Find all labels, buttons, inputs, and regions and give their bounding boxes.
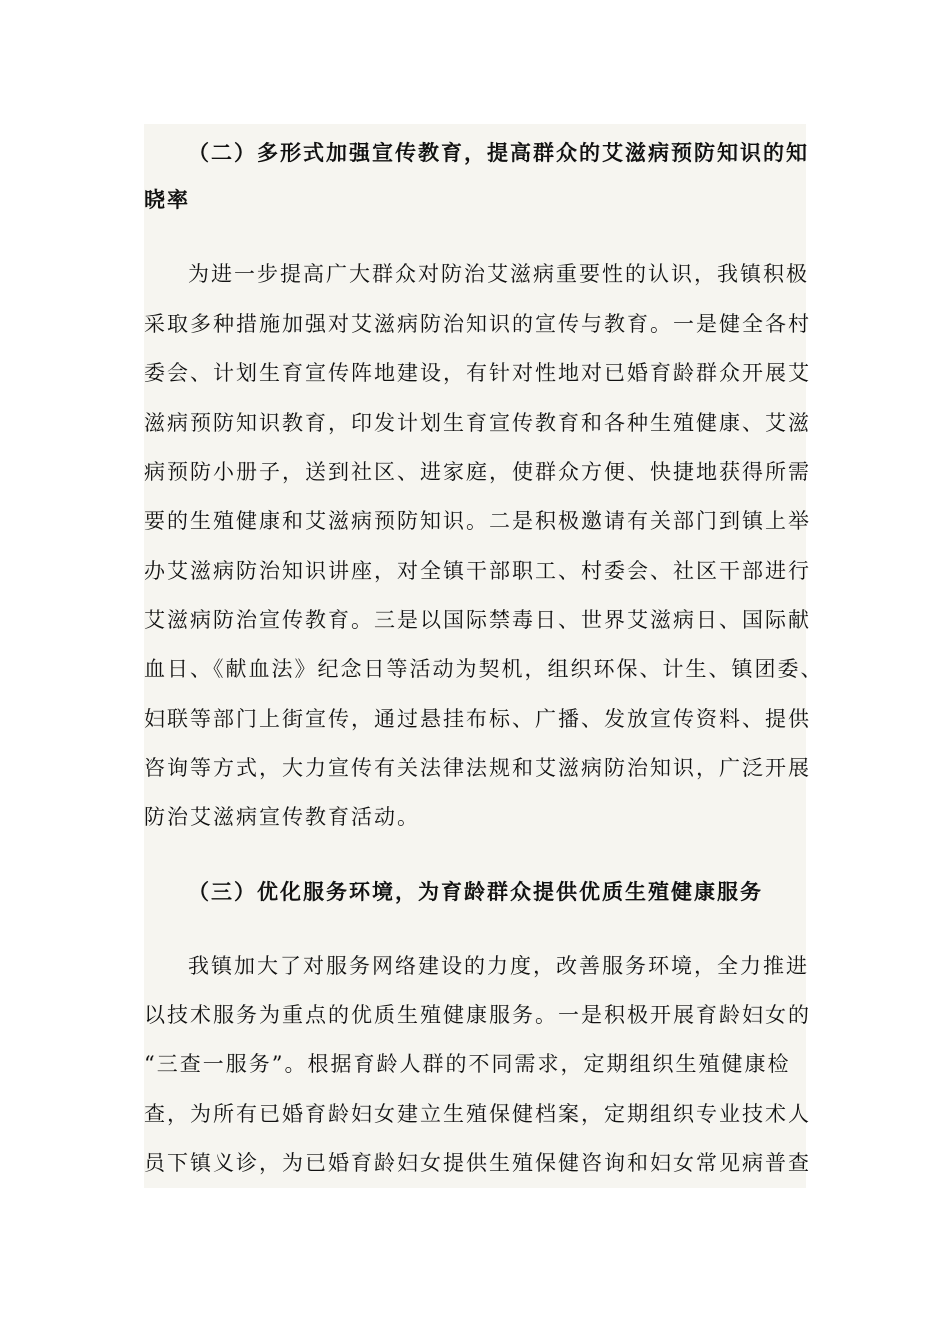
paragraph-2-line: 员下镇义诊，为已婚育龄妇女提供生殖保健咨询和妇女常见病普查 (144, 1151, 811, 1175)
heading-3: （三）优化服务环境，为育龄群众提供优质生殖健康服务 (188, 879, 763, 904)
paragraph-1-line: 滋病预防知识教育，印发计划生育宣传教育和各种生殖健康、艾滋 (144, 411, 811, 435)
paragraph-1-line: 防治艾滋病宣传教育活动。 (144, 805, 420, 829)
paragraph-1-line: 咨询等方式，大力宣传有关法律法规和艾滋病防治知识，广泛开展 (144, 756, 811, 780)
paragraph-2-line: “三查一服务”。根据育龄人群的不同需求，定期组织生殖健康检 (144, 1052, 791, 1076)
paragraph-2-line: 以技术服务为重点的优质生殖健康服务。一是积极开展育龄妇女的 (144, 1003, 811, 1027)
heading-2-line-1: （二）多形式加强宣传教育，提高群众的艾滋病预防知识的知 (188, 140, 809, 165)
paragraph-1-line: 病预防小册子，送到社区、进家庭，使群众方便、快捷地获得所需 (144, 460, 811, 484)
paragraph-1-line: 血日、《献血法》纪念日等活动为契机，组织环保、计生、镇团委、 (144, 657, 824, 681)
text-area (144, 124, 824, 1188)
heading-2-line-2: 晓率 (144, 187, 190, 212)
paragraph-1-line: 艾滋病防治宣传教育。三是以国际禁毒日、世界艾滋病日、国际献 (144, 608, 811, 632)
paragraph-1-line: 办艾滋病防治知识讲座，对全镇干部职工、村委会、社区干部进行 (144, 559, 811, 583)
paragraph-1-line: 要的生殖健康和艾滋病预防知识。二是积极邀请有关部门到镇上举 (144, 509, 811, 533)
paragraph-1-line: 委会、计划生育宣传阵地建设，有针对性地对已婚育龄群众开展艾 (144, 361, 811, 385)
paragraph-1-line: 为进一步提高广大群众对防治艾滋病重要性的认识，我镇积极 (188, 262, 809, 286)
paragraph-2-line: 查，为所有已婚育龄妇女建立生殖保健档案，定期组织专业技术人 (144, 1102, 811, 1126)
paragraph-1-line: 采取多种措施加强对艾滋病防治知识的宣传与教育。一是健全各村 (144, 312, 811, 336)
paragraph-2-line: 我镇加大了对服务网络建设的力度，改善服务环境，全力推进 (188, 954, 809, 978)
paragraph-1-line: 妇联等部门上街宣传，通过悬挂布标、广播、发放宣传资料、提供 (144, 707, 811, 731)
